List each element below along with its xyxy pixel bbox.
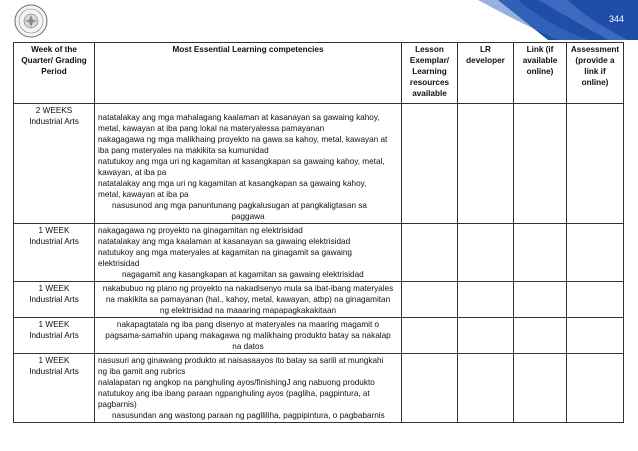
subject-label: Industrial Arts bbox=[29, 117, 79, 126]
week-cell bbox=[14, 224, 95, 282]
competency-line: na datos bbox=[232, 342, 264, 351]
competency-cell bbox=[95, 354, 402, 423]
competency-line: pagbarnis) bbox=[98, 400, 137, 409]
subject-label: Industrial Arts bbox=[29, 367, 79, 376]
competency-cell bbox=[95, 104, 402, 224]
competency-line: nagagamit ang kasangkapan at kagamitan sa gawaing elektrisidad bbox=[122, 270, 364, 279]
table-row bbox=[14, 282, 624, 318]
assessment-cell bbox=[567, 282, 624, 318]
assessment-cell bbox=[567, 318, 624, 354]
link-cell bbox=[514, 282, 567, 318]
subject-label: Industrial Arts bbox=[29, 237, 79, 246]
lr-developer-cell bbox=[458, 224, 514, 282]
table-row bbox=[14, 224, 624, 282]
competency-line: nalalapatan ng angkop na panghuling ayos/finishingJ ang nabuong produkto bbox=[98, 378, 375, 387]
competency-line: natutukoy ang mga uri ng kagamitan at kasangkapan sa gawaing kahoy, metal, bbox=[98, 157, 385, 166]
competency-line: ng iba gamit ang rubrics bbox=[98, 367, 186, 376]
subject-label: Industrial Arts bbox=[29, 331, 79, 340]
competency-line: nakagagawa ng proyekto na ginagamitan ng elektrisidad bbox=[98, 226, 303, 235]
link-cell bbox=[514, 104, 567, 224]
table-row bbox=[14, 104, 624, 224]
header-row bbox=[14, 43, 624, 104]
week-cell bbox=[14, 318, 95, 354]
competency-line: natutukoy ang mga materyales at kagamitan na ginagamit sa gawaing bbox=[98, 248, 352, 257]
header-week: Week of the Quarter/ Grading Period bbox=[14, 43, 95, 104]
assessment-cell bbox=[567, 104, 624, 224]
week-cell bbox=[14, 282, 95, 318]
competency-line: metal, kawayan at iba pang lokal na materyalessa pamayanan bbox=[98, 124, 325, 133]
competency-line: paggawa bbox=[231, 212, 265, 221]
assessment-cell bbox=[567, 354, 624, 423]
assessment-cell bbox=[567, 224, 624, 282]
table-row bbox=[14, 354, 624, 423]
lesson-exemplar-cell bbox=[402, 282, 458, 318]
header-assessment: Assessment (provide a link if online) bbox=[567, 43, 624, 104]
lr-developer-cell bbox=[458, 282, 514, 318]
deped-seal-icon bbox=[14, 4, 48, 38]
week-label: 1 WEEK bbox=[38, 320, 70, 329]
lr-developer-cell bbox=[458, 354, 514, 423]
competency-line: metal, kawayan at iba pa bbox=[98, 190, 189, 199]
link-cell bbox=[514, 318, 567, 354]
week-cell bbox=[14, 354, 95, 423]
competency-line: pagsama-samahin upang makagawa ng malikhaing produkto batay sa nakalap bbox=[105, 331, 391, 340]
competency-line: nasusuri ang ginawang produkto at naisasaayos ito batay sa sarili at mungkahi bbox=[98, 356, 384, 365]
week-cell bbox=[14, 104, 95, 224]
table-row bbox=[14, 318, 624, 354]
competency-line: natutukoy ang iba ibang paraan ngpanghuling ayos (pagliha, pagpintura, at bbox=[98, 389, 370, 398]
week-label: 1 WEEK bbox=[38, 356, 70, 365]
competency-line: kawayan, at iba pa bbox=[98, 168, 167, 177]
lesson-exemplar-cell bbox=[402, 354, 458, 423]
lesson-exemplar-cell bbox=[402, 318, 458, 354]
competency-line: ng elektrisidad na maaaring mapapagkakakitaan bbox=[159, 306, 337, 315]
competency-line: natatalakay ang mga mahalagang kaalaman at kasanayan sa gawaing kahoy, bbox=[98, 113, 380, 122]
header-link: Link (if available online) bbox=[514, 43, 567, 104]
competency-line: iba pang materyales na makikita sa kumunidad bbox=[98, 146, 269, 155]
header-lesson-exemplar: Lesson Exemplar/ Learning resources available bbox=[402, 43, 458, 104]
competency-cell bbox=[95, 282, 402, 318]
link-cell bbox=[514, 354, 567, 423]
header-lr-developer: LR developer bbox=[458, 43, 514, 104]
competency-line: natatalakay ang mga uri ng kagamitan at kasangkapan sa gawaing kahoy, bbox=[98, 179, 367, 188]
lesson-exemplar-cell bbox=[402, 104, 458, 224]
subject-label: Industrial Arts bbox=[29, 295, 79, 304]
competency-line: nakagagawa ng mga malikhaing proyekto na gawa sa kahoy, metal, kawayan at bbox=[98, 135, 388, 144]
competency-line: na makikita sa pamayanan (hal., kahoy, metal, kawayan, atbp) na ginagamitan bbox=[105, 295, 391, 304]
link-cell bbox=[514, 224, 567, 282]
page-number: 344 bbox=[608, 14, 624, 24]
lr-developer-cell bbox=[458, 104, 514, 224]
competency-cell bbox=[95, 224, 402, 282]
competency-line: elektrisidad bbox=[98, 259, 140, 268]
competency-line: nakabubuo ng plano ng proyekto na nakadisenyo mula sa ibat-ibang materyales bbox=[102, 284, 394, 293]
week-label: 2 WEEKS bbox=[35, 106, 73, 115]
competency-cell bbox=[95, 318, 402, 354]
lr-developer-cell bbox=[458, 318, 514, 354]
competency-line: nakapagtatala ng iba pang disenyo at materyales na maaring magamit o bbox=[116, 320, 380, 329]
competency-line: nasusundan ang wastong paraan ng paglliliha, pagpipintura, o pagbabarnis bbox=[112, 411, 385, 420]
week-label: 1 WEEK bbox=[38, 284, 70, 293]
week-label: 1 WEEK bbox=[38, 226, 70, 235]
competency-table bbox=[13, 42, 624, 423]
lesson-exemplar-cell bbox=[402, 224, 458, 282]
competency-line: natatalakay ang mga kaalaman at kasanayan sa gawaing elektrisidad bbox=[98, 237, 351, 246]
header-competencies: Most Essential Learning competencies bbox=[95, 43, 402, 104]
competency-line: nasusunod ang mga panuntunang pagkalusugan at pangkaligtasan sa bbox=[112, 201, 367, 210]
